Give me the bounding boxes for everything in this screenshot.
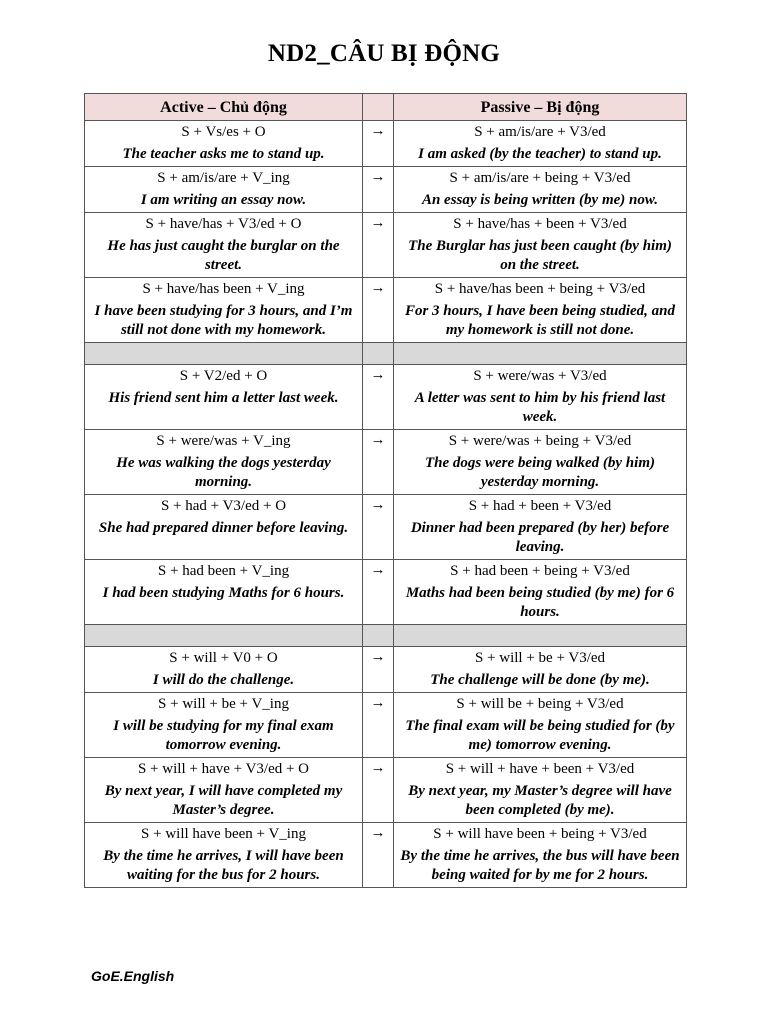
active-example: I will be studying for my final exam tomorrow evening. [113,718,334,753]
passive-cell [394,560,687,625]
table-row [85,167,687,213]
arrow-cell [363,693,394,758]
active-example: She had prepared dinner before leaving. [98,520,349,536]
passive-formula: S + have/has been + being + V3/ed [434,281,646,297]
passive-formula: S + am/is/are + being + V3/ed [449,170,631,186]
arrow-cell [363,647,394,693]
arrow-right-icon: → [370,215,386,231]
table-row [85,647,687,693]
arrow-cell [363,758,394,823]
passive-example: The dogs were being walked (by him) yesterday morning. [425,455,655,490]
passive-example: The challenge will be done (by me). [430,672,650,688]
table-row [85,430,687,495]
separator-cell [363,343,394,365]
active-example: I am writing an essay now. [140,192,307,208]
passive-example: Dinner had been prepared (by her) before leaving. [410,520,670,555]
active-cell [85,693,363,758]
active-formula: S + had been + V_ing [157,563,290,579]
passive-formula: S + had been + being + V3/ed [450,563,630,579]
arrow-right-icon: → [370,497,386,513]
active-cell [85,495,363,560]
passive-cell [394,823,687,888]
table-row [85,213,687,278]
arrow-cell [363,167,394,213]
passive-cell [394,495,687,560]
header-active: Active – Chủ động [85,94,363,121]
arrow-cell [363,278,394,343]
passive-cell [394,647,687,693]
active-formula: S + Vs/es + O [181,124,266,140]
table-row [85,278,687,343]
passive-example: By the time he arrives, the bus will have been being waited for by me for 2 hours. [400,848,680,883]
page-title: ND2_CÂU BỊ ĐỘNG [267,40,501,67]
passive-example: An essay is being written (by me) now. [421,192,659,208]
passive-cell [394,278,687,343]
passive-cell [394,365,687,430]
arrow-right-icon: → [370,123,386,139]
arrow-right-icon: → [370,825,386,841]
active-example: I had been studying Maths for 6 hours. [102,585,345,601]
arrow-right-icon: → [370,649,386,665]
active-formula: S + have/has + V3/ed + O [145,216,302,232]
active-formula: S + had + V3/ed + O [160,498,287,514]
table-row [85,121,687,167]
passive-example: The final exam will be being studied for (by me) tomorrow evening. [405,718,675,753]
footer-brand: GoE.English [91,968,175,984]
separator-cell [85,625,363,647]
active-formula: S + will + be + V_ing [158,696,289,712]
active-cell [85,213,363,278]
table-header-row [85,94,687,121]
group-separator-row [85,625,687,647]
active-example: His friend sent him a letter last week. [108,390,339,406]
passive-formula: S + will + have + been + V3/ed [445,761,635,777]
table-row [85,693,687,758]
arrow-right-icon: → [370,432,386,448]
active-example: The teacher asks me to stand up. [122,146,325,162]
arrow-right-icon: → [370,280,386,296]
active-cell [85,167,363,213]
active-example: I will do the challenge. [152,672,295,688]
passive-cell [394,121,687,167]
arrow-right-icon: → [370,695,386,711]
passive-formula: S + will be + being + V3/ed [456,696,624,712]
active-example: By next year, I will have completed my Master’s degree. [104,783,343,818]
active-formula: S + will + V0 + O [169,650,278,666]
passive-example: A letter was sent to him by his friend last week. [414,390,666,425]
separator-cell [394,343,687,365]
arrow-cell [363,495,394,560]
passive-example: Maths had been being studied (by me) for 6 hours. [405,585,675,620]
arrow-cell [363,213,394,278]
passive-cell [394,167,687,213]
active-cell [85,647,363,693]
passive-formula: S + will have been + being + V3/ed [433,826,647,842]
active-formula: S + am/is/are + V_ing [157,170,290,186]
arrow-cell [363,121,394,167]
arrow-cell [363,823,394,888]
arrow-cell [363,560,394,625]
passive-formula: S + am/is/are + V3/ed [474,124,606,140]
active-formula: S + V2/ed + O [179,368,268,384]
active-cell [85,758,363,823]
active-cell [85,823,363,888]
arrow-right-icon: → [370,169,386,185]
active-cell [85,365,363,430]
arrow-right-icon: → [370,367,386,383]
table-row [85,758,687,823]
active-example: By the time he arrives, I will have been waiting for the bus for 2 hours. [103,848,344,883]
passive-cell [394,430,687,495]
passive-example: By next year, my Master’s degree will have been completed (by me). [408,783,672,818]
passive-cell [394,758,687,823]
active-formula: S + will + have + V3/ed + O [137,761,310,777]
separator-cell [394,625,687,647]
active-example: He was walking the dogs yesterday morning. [116,455,331,490]
table-row [85,495,687,560]
active-cell [85,430,363,495]
active-formula: S + have/has been + V_ing [142,281,305,297]
active-cell [85,121,363,167]
table-row [85,365,687,430]
header-arrow [363,94,394,121]
passive-formula: S + have/has + been + V3/ed [453,216,627,232]
active-formula: S + will have been + V_ing [141,826,306,842]
arrow-cell [363,365,394,430]
table-row [85,560,687,625]
passive-example: The Burglar has just been caught (by him) on the street. [408,238,672,273]
passive-formula: S + will + be + V3/ed [474,650,606,666]
separator-cell [85,343,363,365]
table-row [85,823,687,888]
passive-voice-table [84,93,687,888]
active-formula: S + were/was + V_ing [156,433,291,449]
passive-formula: S + were/was + V3/ed [473,368,607,384]
active-example: He has just caught the burglar on the street. [107,238,340,273]
arrow-right-icon: → [370,760,386,776]
arrow-cell [363,430,394,495]
header-passive: Passive – Bị động [394,94,687,121]
passive-formula: S + were/was + being + V3/ed [448,433,632,449]
active-cell [85,560,363,625]
group-separator-row [85,343,687,365]
passive-example: For 3 hours, I have been being studied, and my homework is still not done. [404,303,676,338]
arrow-right-icon: → [370,562,386,578]
table-body [85,121,687,888]
passive-cell [394,693,687,758]
separator-cell [363,625,394,647]
passive-cell [394,213,687,278]
active-example: I have been studying for 3 hours, and I’m still not done with my homework. [94,303,353,338]
passive-example: I am asked (by the teacher) to stand up. [418,146,662,162]
active-cell [85,278,363,343]
passive-formula: S + had + been + V3/ed [468,498,612,514]
